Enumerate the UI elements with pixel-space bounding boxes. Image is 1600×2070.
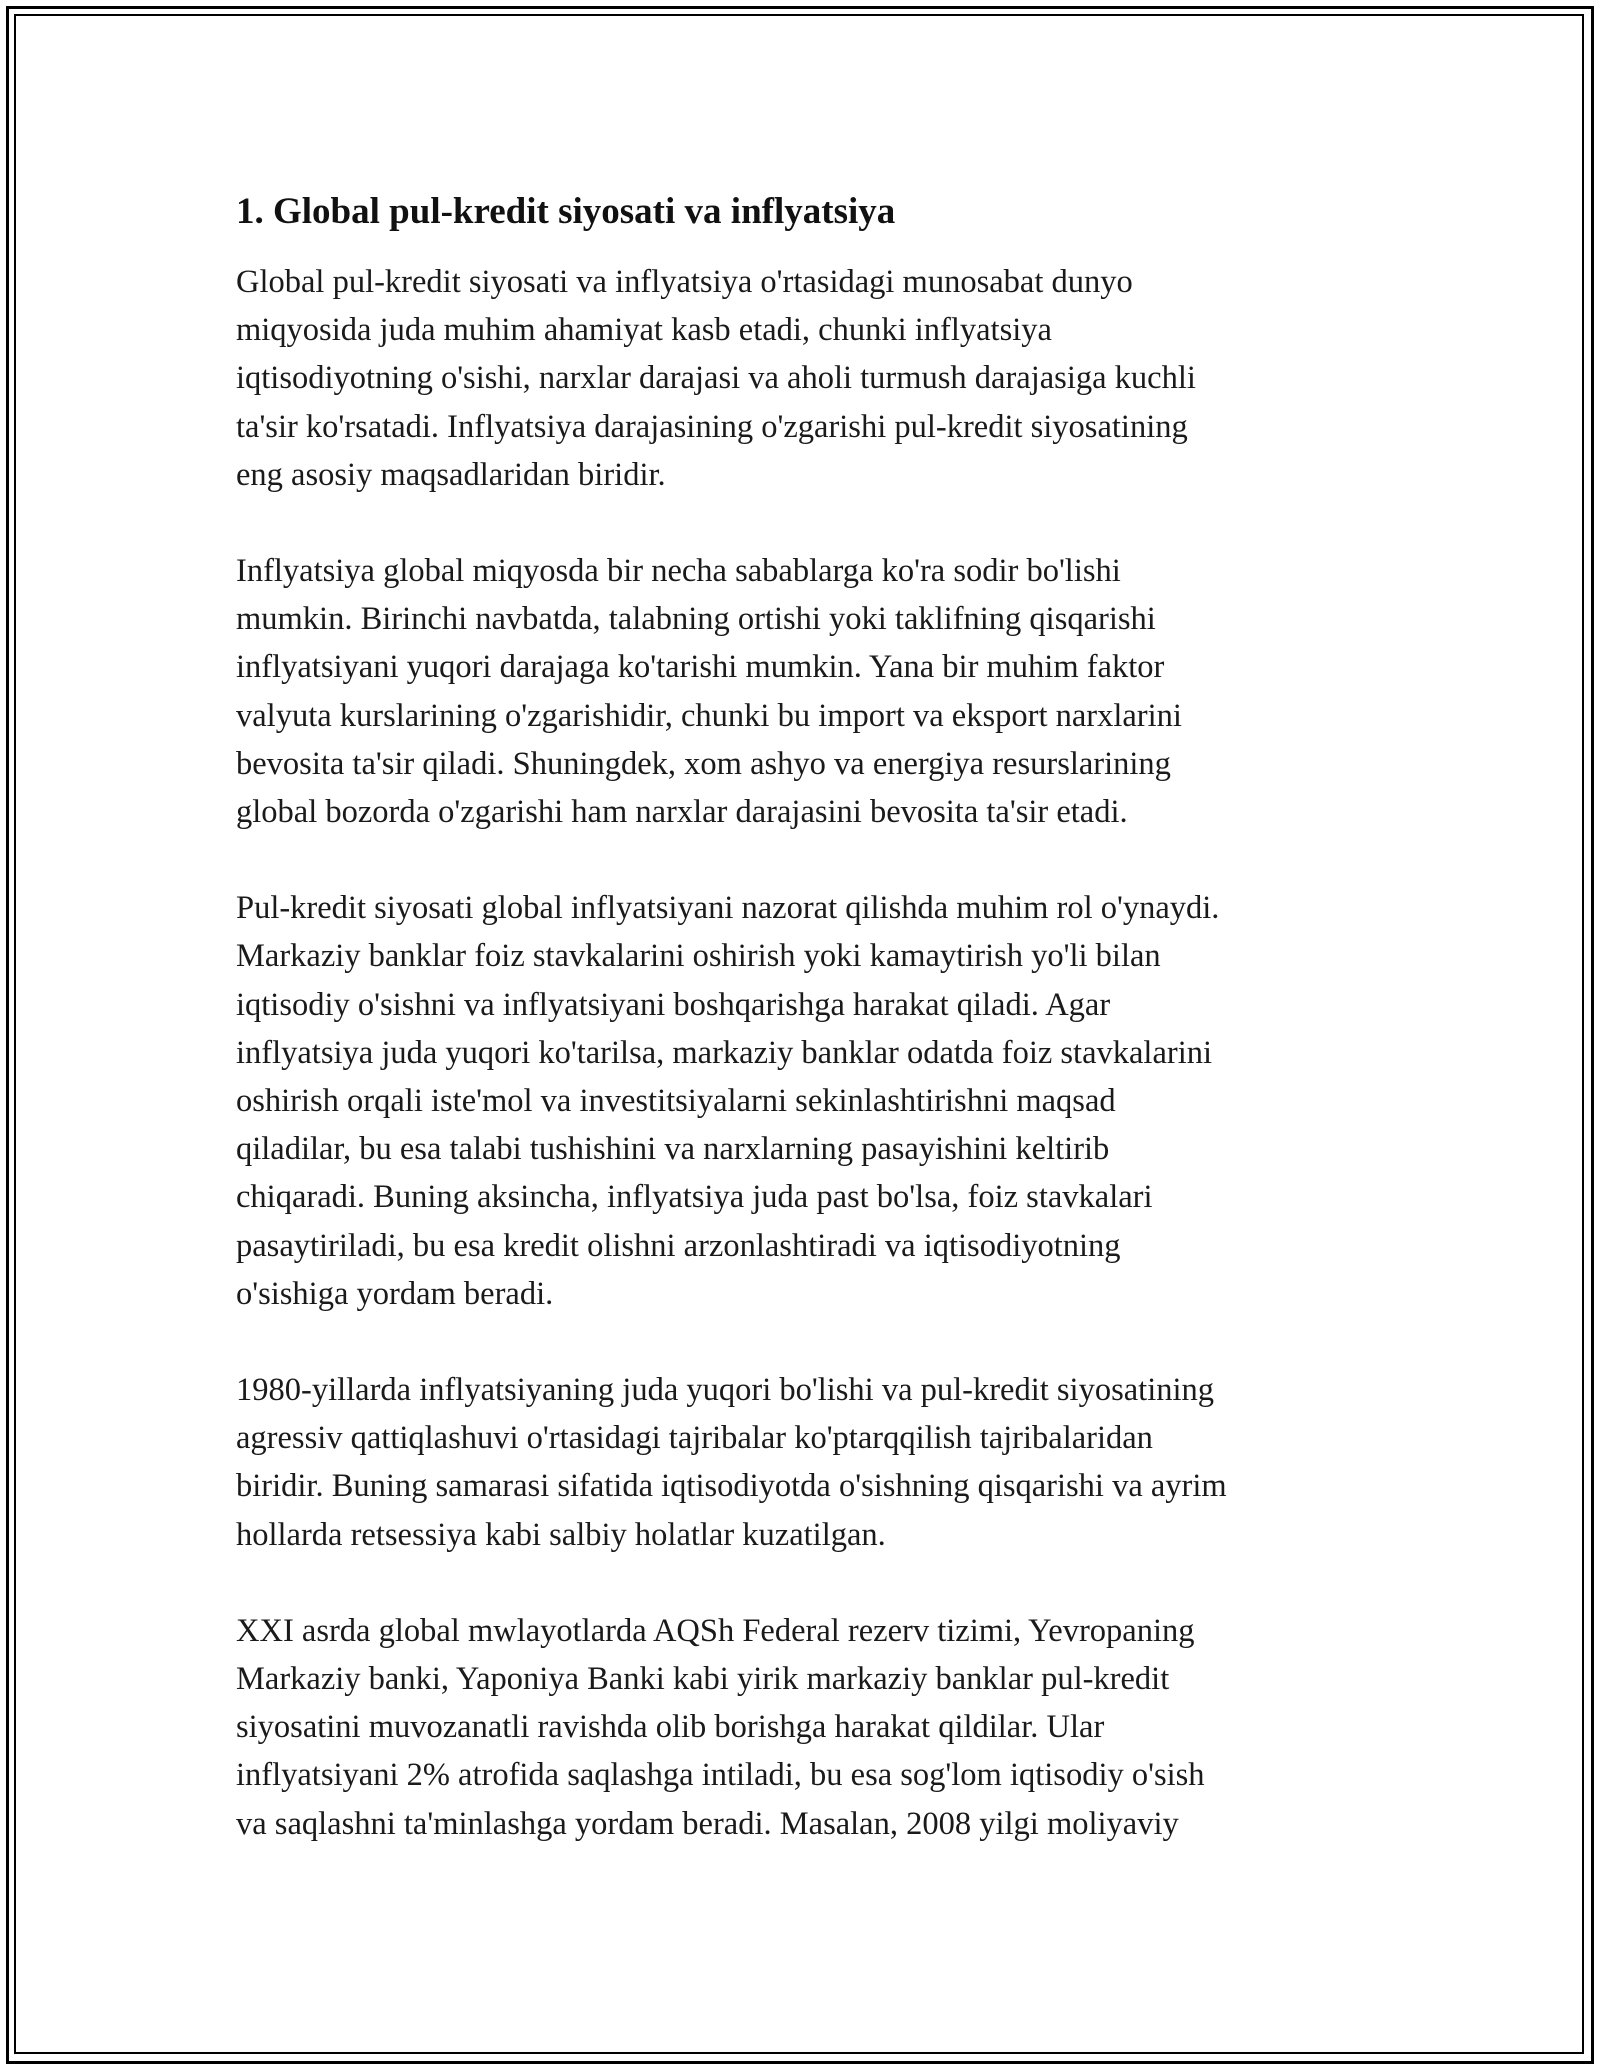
paragraph-line: Markaziy banklar foiz stavkalarini oshirish yoki kamaytirish yo'li bilan: [236, 938, 1161, 975]
paragraph-line: Inflyatsiya global miqyosda bir necha sabablarga ko'ra sodir bo'lishi: [236, 553, 1121, 590]
paragraph-line: pasaytiriladi, bu esa kredit olishni arzonlashtiradi va iqtisodiyotning: [236, 1227, 1121, 1264]
paragraph-line: eng asosiy maqsadlaridan biridir.: [236, 456, 666, 493]
section-heading: 1. Global pul-kredit siyosati va inflyatsiya: [236, 191, 896, 232]
paragraph-line: valyuta kurslarining o'zgarishidir, chunki bu import va eksport narxlarini: [236, 697, 1182, 734]
paragraph-1: [236, 258, 1366, 499]
paragraph-line: XXI asrda global mwlayotlarda AQSh Federal rezerv tizimi, Yevropaning: [236, 1612, 1195, 1649]
paragraph-line: global bozorda o'zgarishi ham narxlar darajasini bevosita ta'sir etadi.: [236, 794, 1128, 831]
paragraph-line: 1980-yillarda inflyatsiyaning juda yuqori bo'lishi va pul-kredit siyosatining: [236, 1372, 1214, 1409]
paragraph-line: iqtisodiyotning o'sishi, narxlar darajasi va aholi turmush darajasiga kuchli: [236, 360, 1196, 397]
paragraph-line: ta'sir ko'rsatadi. Inflyatsiya darajasining o'zgarishi pul-kredit siyosatining: [236, 408, 1188, 445]
paragraph-5: [236, 1607, 1366, 1848]
paragraph-line: miqyosida juda muhim ahamiyat kasb etadi, chunki inflyatsiya: [236, 312, 1052, 349]
paragraph-line: bevosita ta'sir qiladi. Shuningdek, xom ashyo va energiya resurslarining: [236, 745, 1171, 782]
paragraph-line: biridir. Buning samarasi sifatida iqtisodiyotda o'sishning qisqarishi va ayrim: [236, 1468, 1227, 1505]
paragraph-3: [236, 884, 1366, 1318]
paragraph-2: [236, 547, 1366, 836]
paragraph-line: inflyatsiyani 2% atrofida saqlashga intiladi, bu esa sog'lom iqtisodiy o'sish: [236, 1757, 1205, 1794]
paragraph-line: Pul-kredit siyosati global inflyatsiyani nazorat qilishda muhim rol o'ynaydi.: [236, 890, 1220, 927]
paragraph-4: [236, 1366, 1366, 1559]
paragraph-line: va saqlashni ta'minlashga yordam beradi. Masalan, 2008 yilgi moliyaviy: [236, 1805, 1179, 1842]
paragraph-line: iqtisodiy o'sishni va inflyatsiyani boshqarishga harakat qiladi. Agar: [236, 986, 1111, 1023]
paragraph-line: hollarda retsessiya kabi salbiy holatlar kuzatilgan.: [236, 1516, 886, 1553]
paragraph-line: chiqaradi. Buning aksincha, inflyatsiya juda past bo'lsa, foiz stavkalari: [236, 1179, 1153, 1216]
paragraph-line: Global pul-kredit siyosati va inflyatsiya o'rtasidagi munosabat dunyo: [236, 264, 1133, 300]
paragraph-line: Markaziy banki, Yaponiya Banki kabi yirik markaziy banklar pul-kredit: [236, 1661, 1170, 1698]
paragraph-line: oshirish orqali iste'mol va investitsiyalarni sekinlashtirishni maqsad: [236, 1083, 1116, 1120]
paragraph-line: agressiv qattiqlashuvi o'rtasidagi tajribalar ko'ptarqqilish tajribalaridan: [236, 1420, 1153, 1457]
paragraph-line: mumkin. Birinchi navbatda, talabning ortishi yoki taklifning qisqarishi: [236, 601, 1156, 638]
paragraph-line: inflyatsiyani yuqori darajaga ko'tarishi mumkin. Yana bir muhim faktor: [236, 649, 1165, 686]
paragraph-line: o'sishiga yordam beradi.: [236, 1275, 554, 1312]
paragraph-line: qiladilar, bu esa talabi tushishini va narxlarning pasayishini keltirib: [236, 1131, 1110, 1168]
paragraph-line: inflyatsiya juda yuqori ko'tarilsa, markaziy banklar odatda foiz stavkalarini: [236, 1034, 1213, 1071]
document-body: [236, 188, 1366, 1896]
paragraph-line: siyosatini muvozanatli ravishda olib borishga harakat qildilar. Ular: [236, 1709, 1105, 1746]
